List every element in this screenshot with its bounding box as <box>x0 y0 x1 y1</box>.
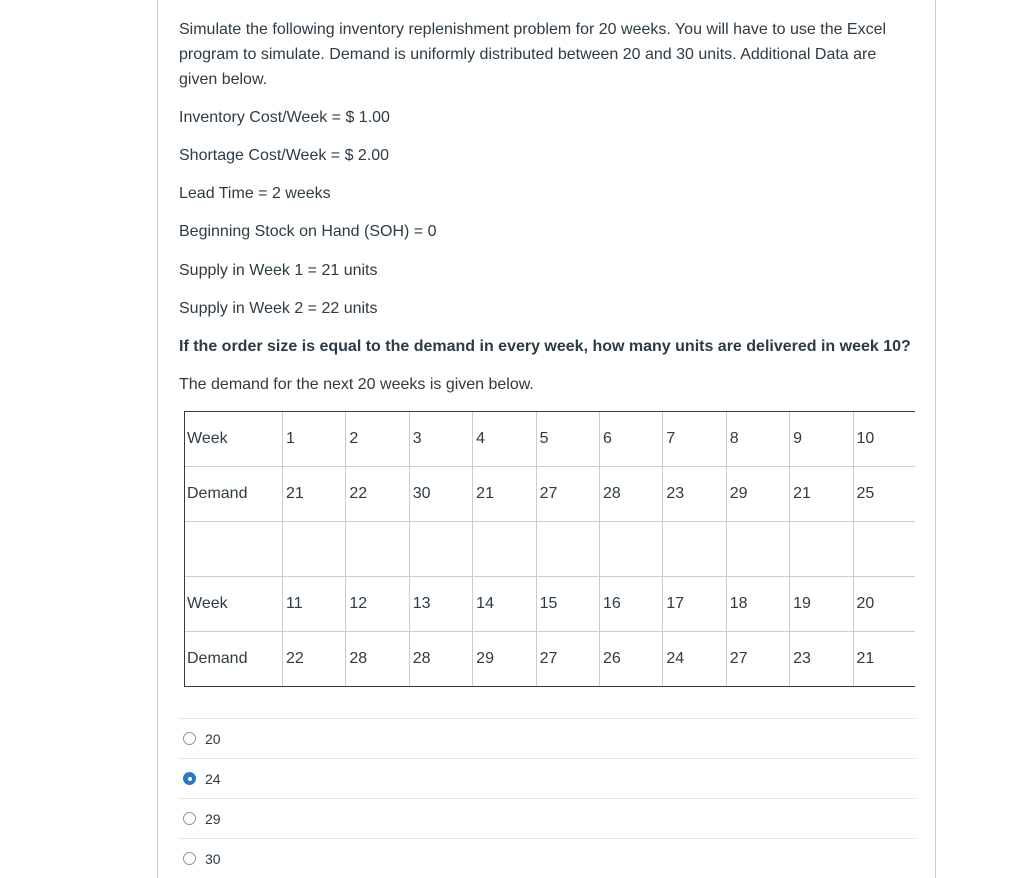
demand-intro: The demand for the next 20 weeks is given below. <box>179 376 534 393</box>
table-cell <box>283 522 346 577</box>
table-cell: 24 <box>663 632 726 687</box>
radio-icon[interactable] <box>183 732 196 745</box>
radio-icon[interactable] <box>183 812 196 825</box>
shortage-cost: Shortage Cost/Week = $ 2.00 <box>179 147 390 164</box>
table-cell: 21 <box>790 467 853 522</box>
answer-label: 29 <box>205 810 221 827</box>
table-cell: 27 <box>726 632 789 687</box>
supply-week-1: Supply in Week 1 = 21 units <box>179 262 378 279</box>
table-cell: 22 <box>346 467 409 522</box>
answer-option[interactable] <box>179 838 915 878</box>
table-cell <box>473 522 536 577</box>
table-cell: 30 <box>409 467 472 522</box>
table-cell: 11 <box>283 577 346 632</box>
table-row <box>185 522 916 577</box>
table-cell <box>346 522 409 577</box>
table-cell: 23 <box>790 632 853 687</box>
table-cell: 19 <box>790 577 853 632</box>
table-cell: 22 <box>283 632 346 687</box>
table-cell: 3 <box>409 412 472 467</box>
answer-option[interactable] <box>179 758 915 798</box>
table-cell: 28 <box>409 632 472 687</box>
table-cell <box>599 522 662 577</box>
table-cell: 6 <box>599 412 662 467</box>
table-cell: 29 <box>473 632 536 687</box>
question-prompt: If the order size is equal to the demand in every week, how many units are delivered in week 10? <box>179 338 911 355</box>
table-cell: 28 <box>346 632 409 687</box>
table-cell: 18 <box>726 577 789 632</box>
table-cell: 15 <box>536 577 599 632</box>
table-cell: 1 <box>283 412 346 467</box>
answer-label: 24 <box>205 770 221 787</box>
table-cell <box>409 522 472 577</box>
table-cell: 13 <box>409 577 472 632</box>
answer-option[interactable] <box>179 798 915 838</box>
table-cell: 5 <box>536 412 599 467</box>
table-cell: 20 <box>853 577 915 632</box>
table-cell: 10 <box>853 412 915 467</box>
table-cell: 27 <box>536 632 599 687</box>
answer-label: 20 <box>205 730 221 747</box>
answer-label: 30 <box>205 850 221 867</box>
table-cell: 23 <box>663 467 726 522</box>
table-row-header <box>185 522 283 577</box>
table-row-header: Week <box>185 577 283 632</box>
table-cell: 25 <box>853 467 915 522</box>
table-cell <box>536 522 599 577</box>
table-cell: 28 <box>599 467 662 522</box>
table-cell: 4 <box>473 412 536 467</box>
table-cell: 29 <box>726 467 789 522</box>
radio-selected-icon[interactable] <box>183 772 196 785</box>
table-row <box>185 412 916 467</box>
table-row-header: Demand <box>185 632 283 687</box>
table-cell: 26 <box>599 632 662 687</box>
answer-options <box>179 718 915 878</box>
supply-week-2: Supply in Week 2 = 22 units <box>179 300 378 317</box>
table-cell <box>853 522 915 577</box>
answer-option[interactable] <box>179 718 915 758</box>
table-cell: 14 <box>473 577 536 632</box>
table-cell: 21 <box>473 467 536 522</box>
table-row <box>185 467 916 522</box>
table-cell: 8 <box>726 412 789 467</box>
question-intro: Simulate the following inventory replenishment problem for 20 weeks. You will have to use the Excel program to simulate. Demand is uniformly distributed between 20 and 30 units. Additional Data are given below. <box>179 21 887 88</box>
beginning-soh: Beginning Stock on Hand (SOH) = 0 <box>179 223 437 240</box>
radio-icon[interactable] <box>183 852 196 865</box>
table-cell: 7 <box>663 412 726 467</box>
demand-table <box>184 411 915 687</box>
table-cell: 21 <box>283 467 346 522</box>
table-cell <box>663 522 726 577</box>
table-cell: 16 <box>599 577 662 632</box>
inventory-cost: Inventory Cost/Week = $ 1.00 <box>179 109 390 126</box>
table-cell: 2 <box>346 412 409 467</box>
table-cell: 27 <box>536 467 599 522</box>
table-cell: 17 <box>663 577 726 632</box>
table-cell <box>790 522 853 577</box>
table-row-header: Week <box>185 412 283 467</box>
table-row-header: Demand <box>185 467 283 522</box>
table-row <box>185 577 916 632</box>
table-cell: 9 <box>790 412 853 467</box>
table-cell: 12 <box>346 577 409 632</box>
table-cell <box>726 522 789 577</box>
table-cell: 21 <box>853 632 915 687</box>
table-row <box>185 632 916 687</box>
lead-time: Lead Time = 2 weeks <box>179 185 331 202</box>
